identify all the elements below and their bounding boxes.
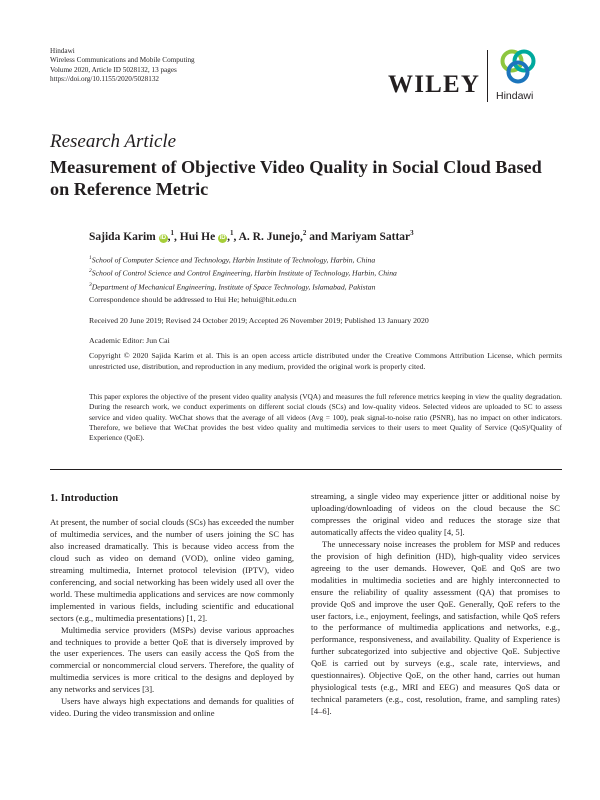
author-separator: and [306,230,331,243]
affiliation-text: Department of Mechanical Engineering, Institute of Space Technology, Islamabad, Pakistan [91,282,376,292]
academic-editor: Academic Editor: Jun Cai [89,336,170,345]
author-name: Sajida Karim [89,230,156,243]
left-column [50,517,294,720]
affiliation-text: School of Computer Science and Technology, Harbin Institute of Technology, Harbin, China [91,255,376,265]
article-type: Research Article [50,131,177,152]
article-dates: Received 20 June 2019; Revised 24 October 2019; Accepted 26 November 2019; Published 13 January 2020 [89,316,429,325]
logo-divider [487,50,488,102]
affiliation-text: School of Control Science and Control Engineering, Harbin Institute of Technology, Harbin, China [91,268,397,278]
affiliation [89,266,397,279]
paper-title: Measurement of Objective Video Quality in Social Cloud Based on Reference Metric [50,157,542,199]
author-separator: , [233,230,239,243]
author-affiliation-mark: 3 [410,229,414,237]
journal-name: Wireless Communications and Mobile Computing [50,56,195,65]
affiliation-number: 2 [89,268,92,275]
hindawi-rings-icon [497,48,539,88]
paragraph: Multimedia service providers (MSPs) devise various approaches and techniques to provide a better QoE that is diversely improved by the user experiences. The users can easily access the QoS from the commercial or noncommercial cloud servers. Therefore, the quality of multimedia services is more critical to the designs and deployed by any networks and services [3]. [50,624,294,695]
author-name: Mariyam Sattar [330,230,411,243]
author-affiliation-mark: 1 [170,229,175,237]
author-separator: , [174,230,180,243]
publisher-short: Hindawi [50,47,75,55]
affiliation [89,280,397,293]
wiley-logo: WILEY [388,71,481,98]
paragraph: At present, the number of social clouds (SCs) has exceeded the number of multimedia services, and the number of users joining the SC has also increased dramatically. This is because video access from the cloud such as video on demand (VOD), online video gaming, streaming multimedia, Internet protocol television (IPTV), video conferencing, and social networking has been widely used all over the world. These multimedia applications and services are now commonly implemented in various fields, including scientific and educational sectors (e.g., multimedia presentations) [1, 2]. [50,517,294,623]
doi-link[interactable]: https://doi.org/10.1155/2020/5028132 [50,74,160,83]
orcid-icon[interactable]: iD [160,234,167,241]
section-heading-introduction: 1. Introduction [50,493,119,504]
author-name: A. R. Junejo, [238,230,303,243]
affiliation-number: 3 [89,281,92,288]
author-affiliation-mark: 2 [302,229,307,237]
volume-line: Volume 2020, Article ID 5028132, 13 pages [50,65,177,74]
author-list: Sajida Karim iD ,$^1$, Hui He iD ,$^1$, A. R. Junejo,$^2$ and Mariyam Sattar$^3$ [89,229,414,243]
journal-meta [50,47,195,84]
abstract-divider [50,469,562,470]
author-name: Hui He [179,230,216,243]
paragraph: streaming, a single video may experience jitter or additional noise by uploading/downloading of videos on the cloud because the SC compresses the original video and reduces the storage size that automatically affects the video quality [4, 5]. [311,491,560,537]
correspondence: Correspondence should be addressed to Hui He; hehui@hit.edu.cn [89,295,297,304]
author-affiliation-mark: 1 [229,229,234,237]
copyright-notice: Copyright © 2020 Sajida Karim et al. This is an open access article distributed under the Creative Commons Attribution License, which permits unrestricted use, distribution, and reproduction in any medium, provided the original work is properly cited. [89,351,562,371]
right-column [311,491,560,718]
hindawi-wordmark: Hindawi [496,90,534,102]
affiliations [89,253,397,293]
paragraph: The unnecessary noise increases the problem for MSP and reduces the provision of high definition (HD), high-quality video services agreeing to the user demands. However, QoE and QoS are two modalities in multimedia societies and are highly interconnected to ensure the reliability of quality assessment (QA) that promises to provide QoS and improve the user QoE. Generally, QoE refers to the user factors, i.e., enjoyment, feelings, and satisfaction, while QoS refers to the performance of multimedia applications and networks, e.g., performance, responsiveness, and availability. Quality of Experience is further subcategorized into subjective and objective QoE. Subjective QoE is carried out by surveys (e.g., scale rate, interviews, and questionnaires). Objective QoE, on the other hand, carries out human physiological tests (e.g., MRI and EEG) and measures QoS data or technical parameters (e.g., cost, resolution, frame, and sampling rates) [4–6]. [311,538,560,717]
affiliation-number: 1 [89,255,92,261]
paragraph: Users have always high expectations and demands for qualities of video. During the video transmission and online [50,696,294,719]
orcid-icon[interactable]: iD [219,234,226,241]
abstract: This paper explores the objective of the present video quality analysis (VQA) and measures the full reference metrics keeping in view the quality degradation. During the research work, we conduct experiments on different social clouds (SCs) and low-quality videos. Selected videos are uploaded to SC to assess service and video quality. WeChat shows that the average of all videos (Avg = 100), peak signal-to-noise ratio (PSNR), has no impact on other indicators. Therefore, we believe that WeChat provides the best video quality and multimedia services to their users to meet Quality of Service (QoS)/Quality of Experience (QoE). [89,392,562,443]
affiliation [89,253,397,266]
